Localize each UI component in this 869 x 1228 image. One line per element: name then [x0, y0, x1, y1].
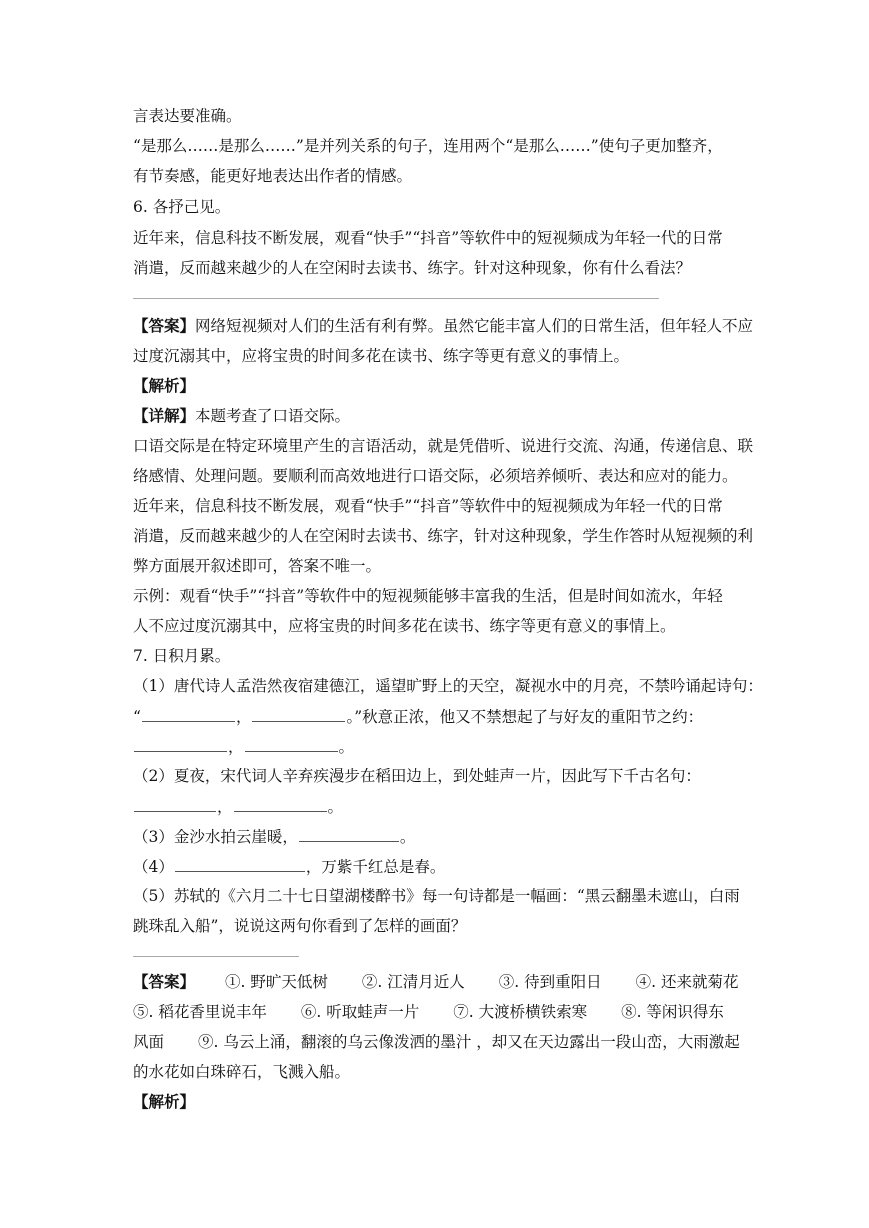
answer-line-text	[133, 972, 738, 992]
text-line: （2）夏夜，宋代词人辛弃疾漫步在稻田边上，到处蛙声一片，因此写下千古名句：	[133, 767, 701, 785]
fill-line	[133, 736, 354, 757]
answer-item: ①. 野旷天低树	[225, 973, 328, 991]
period: 。	[399, 828, 416, 846]
answer-label: 【答案】	[133, 316, 196, 335]
fill-line	[133, 796, 343, 817]
comma: ，	[228, 738, 244, 756]
period: 。	[338, 738, 355, 756]
detail-text: 本题考查了口语交际。	[195, 407, 351, 425]
answer-item: ⑨. 乌云上涌，翻滚的乌云像泼洒的墨汁 ，却又在天边露出一段山峦，大雨激起	[198, 1033, 740, 1051]
answer-item: ⑧. 等闲识得东	[621, 1003, 724, 1021]
question-6-title: 6. 各抒己见。	[133, 198, 231, 216]
text-line: 过度沉溺其中，应将宝贵的时间多花在读书、练字等更有意义的事情上。	[133, 347, 630, 365]
text-segment: （4）	[133, 858, 174, 876]
text-line: 弊方面展开叙述即可，答案不唯一。	[133, 557, 382, 575]
comma: ，	[235, 708, 252, 726]
analysis-label: 【解析】	[133, 376, 196, 395]
text-line: 言表达要准确。	[133, 107, 242, 125]
blank-field[interactable]	[299, 826, 399, 842]
detail-label: 【详解】	[133, 406, 196, 425]
answer-item: ④. 还来就菊花	[635, 973, 739, 991]
text-line: “是那么……是那么……”是并列关系的句子，连用两个“是那么……”使句子更加整齐，	[133, 137, 723, 155]
answer-item: ⑥. 听取蛙声一片	[300, 1003, 420, 1021]
comma: ，	[217, 798, 233, 816]
text-line: 口语交际是在特定环境里产生的言语活动，就是凭借听、说进行交流、沟通，传递信息、联	[133, 437, 754, 455]
text-line: 近年来，信息科技不断发展，观看“快手”“抖音”等软件中的短视频成为年轻一代的日常	[133, 497, 723, 515]
answer-line-text	[133, 1032, 740, 1052]
text-line: （1）唐代诗人孟浩然夜宿建德江，遥望旷野上的天空，凝视水中的月亮，不禁吟诵起诗句：	[133, 677, 763, 695]
analysis-label: 【解析】	[133, 1092, 196, 1111]
blank-field[interactable]	[134, 796, 216, 812]
answer-item: ⑤. 稻花香里说丰年	[133, 1003, 267, 1021]
text-segment: ，万紫千红总是春。	[305, 858, 446, 876]
blank-field[interactable]	[234, 796, 327, 812]
blank-field[interactable]	[245, 736, 338, 752]
answer-line-text	[133, 316, 753, 336]
answer-text: 网络短视频对人们的生活有利有弊。虽然它能丰富人们的日常生活，但年轻人不应	[195, 317, 754, 335]
blank-field[interactable]	[134, 736, 227, 752]
blank-field[interactable]	[175, 856, 305, 872]
period: 。	[327, 798, 344, 816]
text-line: 络感情、处理问题。要顺利而高效地进行口语交际，必须培养倾听、表达和应对的能力。	[133, 467, 738, 485]
text-line: 跳珠乱入船”，说说这两句你看到了怎样的画面？	[133, 917, 467, 935]
fill-line	[133, 826, 415, 847]
blank-field[interactable]	[142, 706, 235, 722]
answer-line	[133, 298, 659, 299]
answer-item: ⑦. 大渡桥横铁索寒	[453, 1003, 588, 1021]
text-line: 人不应过度沉溺其中，应将宝贵的时间多花在读书、练字等更有意义的事情上。	[133, 617, 676, 635]
detail-line	[133, 406, 350, 426]
text-line: 的水花如白珠碎石，飞溅入船。	[133, 1063, 351, 1081]
text-line: 有节奏感，能更好地表达出作者的情感。	[133, 167, 413, 185]
text-line: 消遣，反而越来越少的人在空闲时去读书、练字，针对这种现象，学生作答时从短视频的利	[133, 527, 754, 545]
text-line: （5）苏轼的《六月二十七日望湖楼醉书》每一句诗都是一幅画：“黑云翻墨未遮山，白雨	[133, 887, 740, 905]
answer-label: 【答案】	[133, 972, 196, 991]
fill-line	[133, 706, 703, 727]
quote-open: “	[133, 708, 141, 726]
question-7-title: 7. 日积月累。	[133, 647, 231, 665]
text-segment: 。”秋意正浓，他又不禁想起了与好友的重阳节之约：	[346, 708, 704, 726]
answer-item: ③. 待到重阳日	[498, 973, 602, 991]
fill-line	[133, 856, 445, 877]
text-segment: （3）金沙水拍云崖暖，	[133, 828, 298, 846]
answer-line	[133, 956, 299, 957]
answer-item: 风面	[133, 1033, 165, 1051]
answer-item: ②. 江清月近人	[361, 973, 465, 991]
text-line: 示例：观看“快手”“抖音”等软件中的短视频能够丰富我的生活，但是时间如流水，年轻	[133, 587, 723, 605]
blank-field[interactable]	[252, 706, 345, 722]
text-line: 消遣，反而越来越少的人在空闲时去读书、练字。针对这种现象，你有什么看法？	[133, 259, 692, 277]
text-line: 近年来，信息科技不断发展，观看“快手”“抖音”等软件中的短视频成为年轻一代的日常	[133, 229, 723, 247]
answer-line-text	[133, 1002, 724, 1022]
